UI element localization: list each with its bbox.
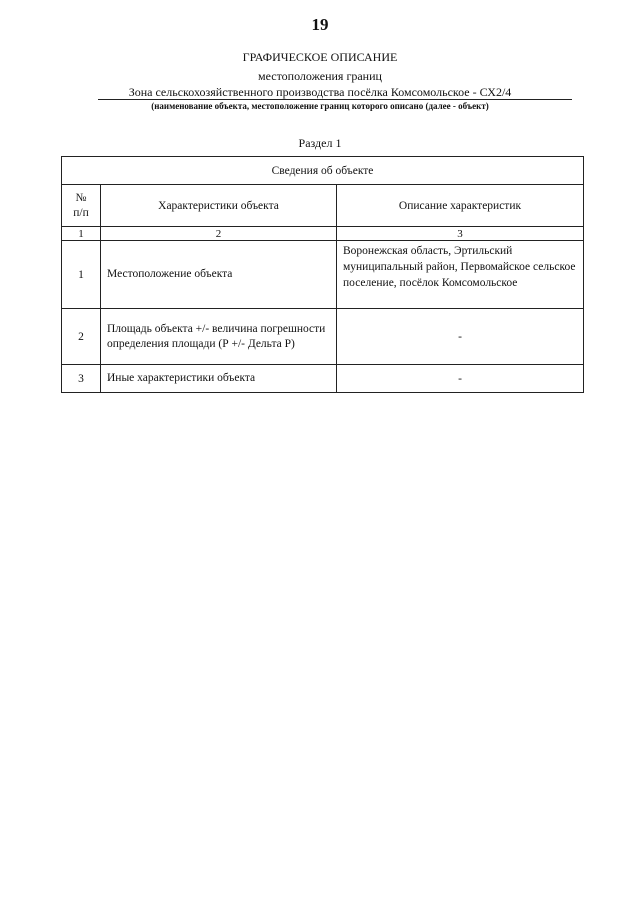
table-row [62,241,584,309]
index-cell: 1 [62,227,101,241]
page-number: 19 [311,15,329,34]
column-header-number-text: № п/п [73,191,89,219]
index-cell: 2 [101,227,337,241]
table-row [62,365,584,393]
row-number: 3 [62,365,101,393]
column-header-characteristic: Характеристики объекта [101,185,337,227]
row-number: 1 [62,241,101,309]
document-title: ГРАФИЧЕСКОЕ ОПИСАНИЕ [242,50,398,64]
object-info-table [61,156,584,393]
object-name-caption: (наименование объекта, местоположение границ которого описано (далее - объект) [151,101,489,111]
object-name: Зона сельскохозяйственного производства посёлка Комсомольское - СХ2/4 [128,85,512,99]
row-description: Воронежская область, Эртильский муниципальный район, Первомайское сельское поселение, посёлок Комсомольское [337,241,584,309]
document-subtitle: местоположения границ [258,69,382,83]
table-row [62,309,584,365]
underline-rule [98,99,572,100]
section-title: Раздел 1 [298,136,342,150]
column-header-number [62,185,101,227]
row-characteristic: Иные характеристики объекта [101,365,337,393]
row-description: - [337,365,584,393]
row-description: - [337,309,584,365]
row-number: 2 [62,309,101,365]
row-characteristic: Местоположение объекта [101,241,337,309]
table-title: Сведения об объекте [62,157,584,185]
column-header-description: Описание характеристик [337,185,584,227]
index-cell: 3 [337,227,584,241]
row-characteristic: Площадь объекта +/- величина погрешности определения площади (Р +/- Дельта Р) [101,309,337,365]
